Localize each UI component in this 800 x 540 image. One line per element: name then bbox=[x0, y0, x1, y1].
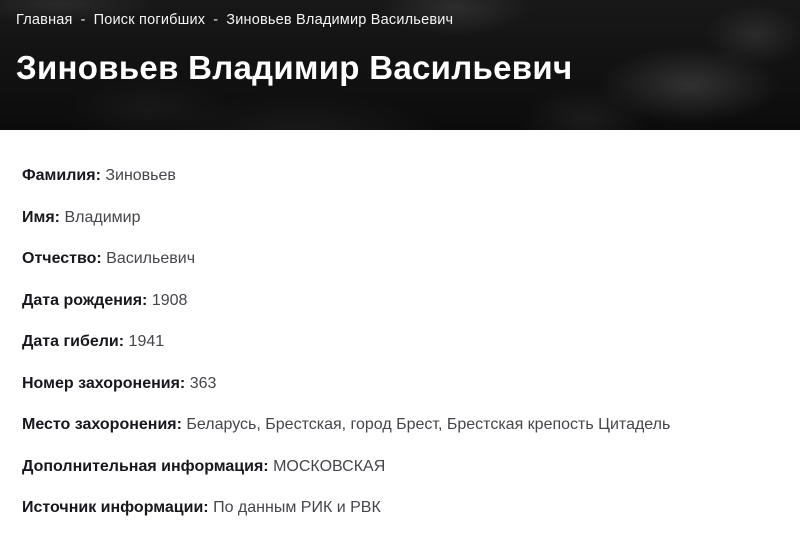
breadcrumb-home-link[interactable]: Главная bbox=[16, 12, 73, 28]
field-value: Зиновьев bbox=[105, 167, 176, 184]
field-label: Отчество: bbox=[22, 250, 102, 267]
field-row-info-source bbox=[22, 496, 778, 519]
field-value: Васильевич bbox=[106, 250, 196, 267]
field-value: Беларусь, Брестская, город Брест, Брестская крепость Цитадель bbox=[186, 416, 671, 433]
hero-header bbox=[0, 0, 800, 130]
field-label: Фамилия: bbox=[22, 167, 101, 184]
field-label: Номер захоронения: bbox=[22, 374, 186, 392]
page-title: Зиновьев Владимир Васильевич bbox=[16, 49, 573, 86]
breadcrumb-separator: - bbox=[80, 12, 86, 28]
breadcrumb-separator: - bbox=[213, 12, 219, 28]
field-value: 1908 bbox=[151, 291, 188, 309]
breadcrumb-current-page: Зиновьев Владимир Васильевич bbox=[226, 12, 454, 28]
record-details bbox=[0, 130, 800, 519]
field-value: 363 bbox=[189, 374, 217, 392]
field-row-burial-number bbox=[22, 372, 778, 395]
field-value: По данным РИК и РВК bbox=[213, 499, 381, 516]
field-label: Источник информации: bbox=[22, 499, 209, 516]
field-label: Имя: bbox=[22, 208, 60, 226]
field-value: МОСКОВСКАЯ bbox=[273, 457, 386, 475]
field-label: Место захоронения: bbox=[22, 416, 182, 433]
field-row-firstname bbox=[22, 206, 778, 229]
field-row-additional-info bbox=[22, 455, 778, 478]
field-label: Дополнительная информация: bbox=[22, 457, 269, 475]
breadcrumb bbox=[16, 10, 784, 31]
field-value: Владимир bbox=[64, 208, 141, 226]
field-row-surname bbox=[22, 164, 778, 187]
field-value: 1941 bbox=[128, 333, 165, 350]
field-label: Дата гибели: bbox=[22, 333, 125, 350]
breadcrumb-search-link[interactable]: Поиск погибших bbox=[93, 12, 206, 28]
field-row-death-date bbox=[22, 330, 778, 353]
field-row-burial-place bbox=[22, 413, 778, 436]
field-row-birth-date bbox=[22, 289, 778, 312]
field-row-patronymic bbox=[22, 247, 778, 270]
field-label: Дата рождения: bbox=[22, 291, 148, 309]
